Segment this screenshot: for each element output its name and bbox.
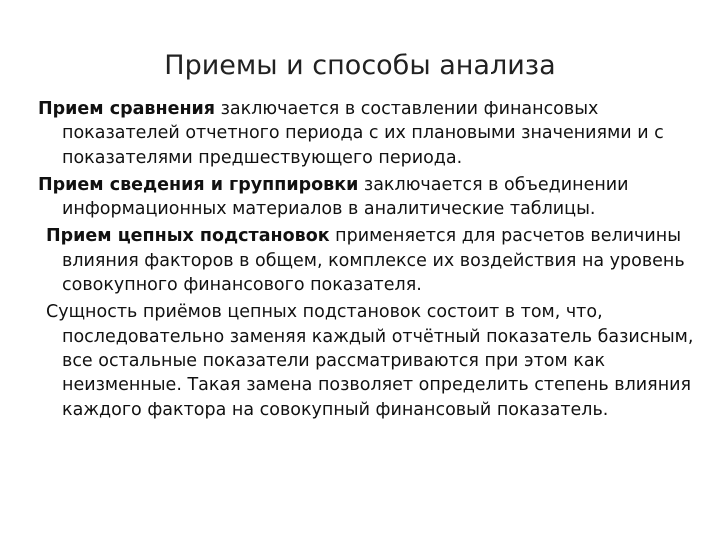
term-grouping: Прием сведения и группировки <box>38 174 359 195</box>
text-grouping: заключается в объединении информационных материалов в аналитические таблицы. <box>62 174 629 220</box>
term-comparison: Прием сравнения <box>38 99 216 119</box>
paragraph-chain-substitution <box>38 224 698 297</box>
paragraph-chain-essence <box>38 300 698 421</box>
text-comparison: заключается в составлении финансовых показателей отчетного периода с их плановыми значениями и с показателями предшествующего периода. <box>62 99 664 168</box>
slide-title: Приемы и способы анализа <box>164 50 556 81</box>
paragraph-grouping <box>38 173 698 222</box>
text-chain-essence: Сущность приёмов цепных подстановок состоит в том, что, последовательно заменяя каждый отчётный показатель базисным, все остальные показатели рассматриваются при этом как неизменные. Такая замена позволяет определить степень влияния каждого фактора на совокупный финансовый показатель. <box>46 302 694 420</box>
paragraph-comparison <box>38 97 698 170</box>
term-chain-substitution: Прием цепных подстановок <box>46 226 330 247</box>
text-chain-substitution: применяется для расчетов величины влияния факторов в общем, комплексе их воздействия на уровень совокупного финансового показателя. <box>62 226 685 296</box>
slide-body <box>38 97 698 425</box>
